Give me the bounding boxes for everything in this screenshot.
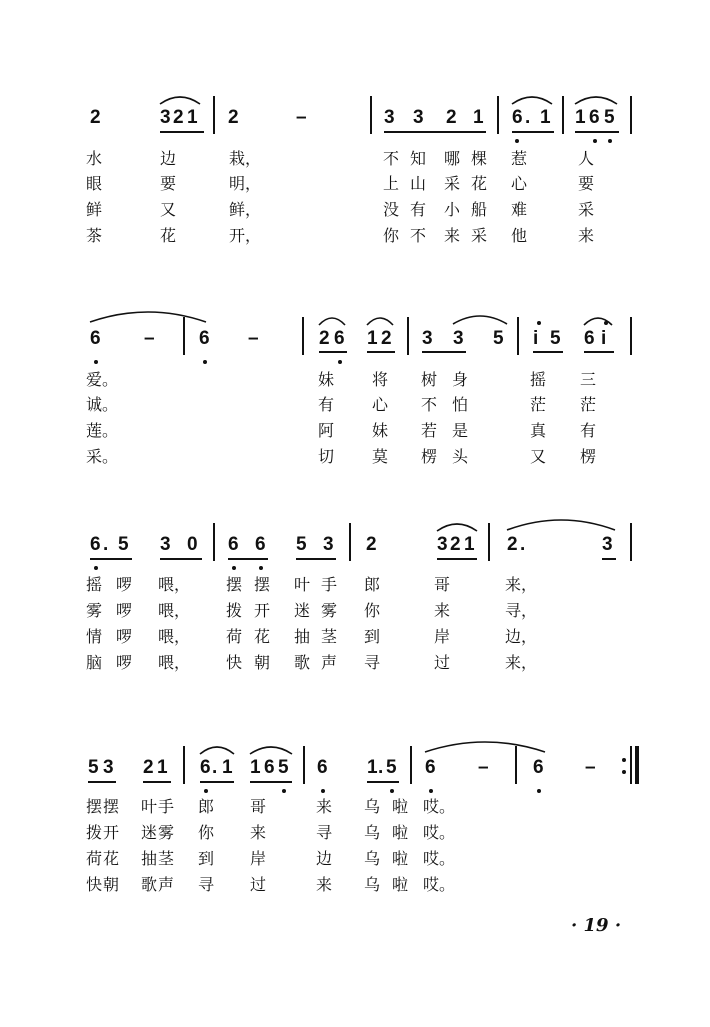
note: 2 xyxy=(366,534,377,555)
note: 6 xyxy=(425,757,436,778)
lyric: 来 xyxy=(444,226,461,245)
lyric: 来， xyxy=(505,575,538,594)
slur xyxy=(505,514,617,532)
note: 1 xyxy=(464,534,475,555)
barline xyxy=(497,96,499,134)
barline xyxy=(407,317,409,355)
barline xyxy=(562,96,564,134)
lyric: 迷 xyxy=(141,823,158,842)
rest: 0 xyxy=(187,534,198,555)
lyric: 不 xyxy=(383,149,400,168)
beam xyxy=(200,781,234,783)
dot: . xyxy=(103,534,109,555)
barline xyxy=(517,317,519,355)
lyric: 手 xyxy=(321,575,338,594)
dash: – xyxy=(248,328,259,349)
dash: – xyxy=(585,757,596,778)
dot: . xyxy=(378,757,384,778)
dot: . xyxy=(525,107,531,128)
note: 5 xyxy=(278,757,289,778)
note: 6 xyxy=(200,757,211,778)
lyric: 真 xyxy=(530,421,547,440)
note: 3 xyxy=(602,534,613,555)
lyric: 怕 xyxy=(452,395,469,414)
lyric: 边 xyxy=(316,849,333,868)
low-octave-dot xyxy=(259,566,263,570)
lyric: 来 xyxy=(316,797,333,816)
lyric: 啰 xyxy=(116,627,133,646)
lyric: 寻 xyxy=(198,875,215,894)
low-octave-dot xyxy=(338,360,342,364)
note: 3 xyxy=(160,534,171,555)
lyric: 边， xyxy=(505,627,538,646)
beam xyxy=(143,781,171,783)
lyric: 来 xyxy=(250,823,267,842)
lyric: 开 xyxy=(254,601,271,620)
lyric: 茶 xyxy=(86,226,103,245)
note: i xyxy=(601,328,607,349)
note: 1 xyxy=(187,107,198,128)
lyric: 脑 xyxy=(86,653,103,672)
lyric: 水 xyxy=(86,149,103,168)
barline xyxy=(630,523,632,561)
lyric: 阿 xyxy=(318,421,335,440)
note: 3 xyxy=(103,757,114,778)
note: 3 xyxy=(413,107,424,128)
lyric: 边 xyxy=(160,149,177,168)
beam xyxy=(422,351,466,353)
dash: – xyxy=(478,757,489,778)
beam xyxy=(584,351,614,353)
slur xyxy=(158,92,202,106)
lyric: 乌 xyxy=(364,849,381,868)
lyric: 没 xyxy=(383,200,400,219)
note: 5 xyxy=(118,534,129,555)
repeat-dot xyxy=(622,770,626,774)
lyric: 叶 xyxy=(294,575,311,594)
barline xyxy=(630,96,632,134)
lyric: 朝 xyxy=(103,875,120,894)
lyric: 心 xyxy=(372,395,389,414)
lyric: 寻， xyxy=(505,601,538,620)
lyric: 郎 xyxy=(364,575,381,594)
lyric: 到 xyxy=(364,627,381,646)
beam xyxy=(160,558,202,560)
note: 3 xyxy=(437,534,448,555)
beam xyxy=(250,781,292,783)
lyric: 茎 xyxy=(158,849,175,868)
note: 2 xyxy=(143,757,154,778)
barline xyxy=(630,317,632,355)
lyric: 你 xyxy=(364,601,381,620)
slur xyxy=(365,313,395,327)
barline xyxy=(630,746,632,784)
note: 5 xyxy=(493,328,504,349)
lyric: 寻 xyxy=(316,823,333,842)
note: 5 xyxy=(296,534,307,555)
note: 2 xyxy=(381,328,392,349)
lyric: 若 xyxy=(421,421,438,440)
repeat-dot xyxy=(622,758,626,762)
lyric: 歌 xyxy=(141,875,158,894)
slur xyxy=(88,306,208,324)
lyric: 三 xyxy=(580,370,597,389)
lyric: 楞 xyxy=(580,447,597,466)
lyric: 喂， xyxy=(158,653,191,672)
lyric: 啦 xyxy=(392,823,409,842)
low-octave-dot xyxy=(593,139,597,143)
lyric: 花 xyxy=(471,174,488,193)
barline xyxy=(488,523,490,561)
note: 6 xyxy=(255,534,266,555)
beam xyxy=(90,558,132,560)
lyric: 过 xyxy=(250,875,267,894)
lyric: 郎 xyxy=(198,797,215,816)
lyric: 树 xyxy=(421,370,438,389)
note: 6 xyxy=(264,757,275,778)
note: 6 xyxy=(90,534,101,555)
lyric: 有 xyxy=(580,421,597,440)
lyric: 喂， xyxy=(158,627,191,646)
note: 5 xyxy=(386,757,397,778)
lyric: 歌 xyxy=(294,653,311,672)
lyric: 拨 xyxy=(226,601,243,620)
lyric: 又 xyxy=(530,447,547,466)
lyric: 有 xyxy=(410,200,427,219)
lyric: 来， xyxy=(505,653,538,672)
barline xyxy=(410,746,412,784)
slur xyxy=(317,313,347,327)
lyric: 哎。 xyxy=(423,849,456,868)
lyric: 不 xyxy=(421,395,438,414)
note: 6 xyxy=(199,328,210,349)
low-octave-dot xyxy=(232,566,236,570)
beam xyxy=(319,351,347,353)
note: 2 xyxy=(173,107,184,128)
lyric: 情 xyxy=(86,627,103,646)
high-octave-dot xyxy=(537,321,541,325)
slur xyxy=(510,92,554,106)
note: 3 xyxy=(422,328,433,349)
lyric: 过 xyxy=(434,653,451,672)
beam xyxy=(367,781,399,783)
lyric: 寻 xyxy=(364,653,381,672)
lyric: 摇 xyxy=(86,575,103,594)
note: i xyxy=(533,328,539,349)
lyric: 花 xyxy=(254,627,271,646)
lyric: 楞 xyxy=(421,447,438,466)
lyric: 摆 xyxy=(103,797,120,816)
dot: . xyxy=(520,534,526,555)
lyric: 哪 xyxy=(444,149,461,168)
lyric: 啰 xyxy=(116,575,133,594)
slur xyxy=(423,736,547,754)
note: 1 xyxy=(575,107,586,128)
beam xyxy=(296,558,336,560)
barline xyxy=(303,746,305,784)
lyric: 花 xyxy=(160,226,177,245)
lyric: 啦 xyxy=(392,849,409,868)
note: 1 xyxy=(367,328,378,349)
lyric: 哎。 xyxy=(423,797,456,816)
lyric: 雾 xyxy=(86,601,103,620)
lyric: 啦 xyxy=(392,875,409,894)
lyric: 雾 xyxy=(158,823,175,842)
lyric: 哥 xyxy=(250,797,267,816)
note: 6 xyxy=(533,757,544,778)
dot: . xyxy=(212,757,218,778)
slur xyxy=(435,519,479,533)
lyric: 乌 xyxy=(364,875,381,894)
lyric: 人 xyxy=(578,149,595,168)
lyric: 声 xyxy=(158,875,175,894)
lyric: 来 xyxy=(434,601,451,620)
note: 2 xyxy=(319,328,330,349)
lyric: 雾 xyxy=(321,601,338,620)
note: 1 xyxy=(222,757,233,778)
lyric: 岸 xyxy=(434,627,451,646)
lyric: 不 xyxy=(410,226,427,245)
lyric: 知 xyxy=(410,149,427,168)
beam xyxy=(384,131,486,133)
barline xyxy=(370,96,372,134)
lyric: 声 xyxy=(321,653,338,672)
note: 3 xyxy=(323,534,334,555)
lyric: 采 xyxy=(471,226,488,245)
lyric: 茎 xyxy=(321,627,338,646)
dash: – xyxy=(296,107,307,128)
note: 1 xyxy=(473,107,484,128)
lyric: 采 xyxy=(578,200,595,219)
note: 6 xyxy=(584,328,595,349)
beam xyxy=(575,131,619,133)
slur xyxy=(582,313,614,327)
lyric: 快 xyxy=(226,653,243,672)
note: 5 xyxy=(550,328,561,349)
lyric: 上 xyxy=(383,174,400,193)
note: 2 xyxy=(90,107,101,128)
low-octave-dot xyxy=(94,360,98,364)
note: 1 xyxy=(157,757,168,778)
lyric: 眼 xyxy=(86,174,103,193)
note: 5 xyxy=(88,757,99,778)
note: 2 xyxy=(507,534,518,555)
lyric: 你 xyxy=(198,823,215,842)
lyric: 哎。 xyxy=(423,823,456,842)
lyric: 鲜， xyxy=(229,200,262,219)
page-number: · 19 · xyxy=(571,915,622,936)
lyric: 惹 xyxy=(511,149,528,168)
lyric: 岸 xyxy=(250,849,267,868)
low-octave-dot xyxy=(282,789,286,793)
lyric: 棵 xyxy=(471,149,488,168)
lyric: 快 xyxy=(86,875,103,894)
note: 6 xyxy=(589,107,600,128)
beam xyxy=(602,558,616,560)
lyric: 茫 xyxy=(530,395,547,414)
lyric: 爱。 xyxy=(86,370,119,389)
barline xyxy=(349,523,351,561)
note: 6 xyxy=(334,328,345,349)
lyric: 花 xyxy=(103,849,120,868)
note: 6 xyxy=(512,107,523,128)
lyric: 摆 xyxy=(254,575,271,594)
lyric: 喂， xyxy=(158,575,191,594)
note: 6 xyxy=(90,328,101,349)
low-octave-dot xyxy=(515,139,519,143)
slur xyxy=(248,742,294,756)
note: 3 xyxy=(384,107,395,128)
lyric: 妹 xyxy=(372,421,389,440)
note: 6 xyxy=(317,757,328,778)
lyric: 摆 xyxy=(86,797,103,816)
lyric: 山 xyxy=(410,174,427,193)
lyric: 叶 xyxy=(141,797,158,816)
dash: – xyxy=(144,328,155,349)
lyric: 采 xyxy=(444,174,461,193)
lyric: 鲜 xyxy=(86,200,103,219)
note: 1 xyxy=(250,757,261,778)
low-octave-dot xyxy=(204,789,208,793)
lyric: 荷 xyxy=(226,627,243,646)
lyric: 来 xyxy=(578,226,595,245)
lyric: 茫 xyxy=(580,395,597,414)
low-octave-dot xyxy=(390,789,394,793)
lyric: 啰 xyxy=(116,653,133,672)
slur xyxy=(573,92,619,106)
lyric: 心 xyxy=(511,174,528,193)
note: 2 xyxy=(450,534,461,555)
barline xyxy=(213,96,215,134)
low-octave-dot xyxy=(321,789,325,793)
lyric: 朝 xyxy=(254,653,271,672)
note: 3 xyxy=(160,107,171,128)
lyric: 你 xyxy=(383,226,400,245)
lyric: 抽 xyxy=(294,627,311,646)
lyric: 乌 xyxy=(364,823,381,842)
lyric: 啦 xyxy=(392,797,409,816)
barline xyxy=(302,317,304,355)
slur xyxy=(198,742,236,756)
beam xyxy=(88,781,116,783)
lyric: 诚。 xyxy=(86,395,119,414)
lyric: 乌 xyxy=(364,797,381,816)
lyric: 拨 xyxy=(86,823,103,842)
note: 2 xyxy=(228,107,239,128)
lyric: 切 xyxy=(318,447,335,466)
lyric: 采。 xyxy=(86,447,119,466)
barline xyxy=(213,523,215,561)
lyric: 明， xyxy=(229,174,262,193)
barline xyxy=(183,746,185,784)
lyric: 身 xyxy=(452,370,469,389)
note: 1 xyxy=(367,757,378,778)
low-octave-dot xyxy=(608,139,612,143)
low-octave-dot xyxy=(203,360,207,364)
low-octave-dot xyxy=(94,566,98,570)
low-octave-dot xyxy=(537,789,541,793)
lyric: 小 xyxy=(444,200,461,219)
lyric: 船 xyxy=(471,200,488,219)
beam xyxy=(228,558,268,560)
lyric: 难 xyxy=(511,200,528,219)
note: 6 xyxy=(228,534,239,555)
lyric: 抽 xyxy=(141,849,158,868)
lyric: 头 xyxy=(452,447,469,466)
lyric: 开 xyxy=(103,823,120,842)
note: 1 xyxy=(540,107,551,128)
beam xyxy=(160,131,204,133)
lyric: 莫 xyxy=(372,447,389,466)
lyric: 喂， xyxy=(158,601,191,620)
lyric: 哎。 xyxy=(423,875,456,894)
lyric: 摇 xyxy=(530,370,547,389)
lyric: 荷 xyxy=(86,849,103,868)
note: 5 xyxy=(604,107,615,128)
lyric: 他 xyxy=(511,226,528,245)
lyric: 是 xyxy=(452,421,469,440)
beam xyxy=(367,351,395,353)
lyric: 莲。 xyxy=(86,421,119,440)
final-barline xyxy=(635,746,639,784)
lyric: 哥 xyxy=(434,575,451,594)
lyric: 来 xyxy=(316,875,333,894)
low-octave-dot xyxy=(429,789,433,793)
lyric: 开， xyxy=(229,226,262,245)
lyric: 啰 xyxy=(116,601,133,620)
lyric: 要 xyxy=(160,174,177,193)
note: 3 xyxy=(453,328,464,349)
lyric: 摆 xyxy=(226,575,243,594)
lyric: 将 xyxy=(372,370,389,389)
lyric: 手 xyxy=(158,797,175,816)
lyric: 要 xyxy=(578,174,595,193)
lyric: 妹 xyxy=(318,370,335,389)
beam xyxy=(533,351,563,353)
lyric: 到 xyxy=(198,849,215,868)
lyric: 栽， xyxy=(229,149,262,168)
lyric: 又 xyxy=(160,200,177,219)
slur xyxy=(451,310,509,326)
lyric: 有 xyxy=(318,395,335,414)
note: 2 xyxy=(446,107,457,128)
lyric: 迷 xyxy=(294,601,311,620)
beam xyxy=(512,131,554,133)
beam xyxy=(437,558,477,560)
